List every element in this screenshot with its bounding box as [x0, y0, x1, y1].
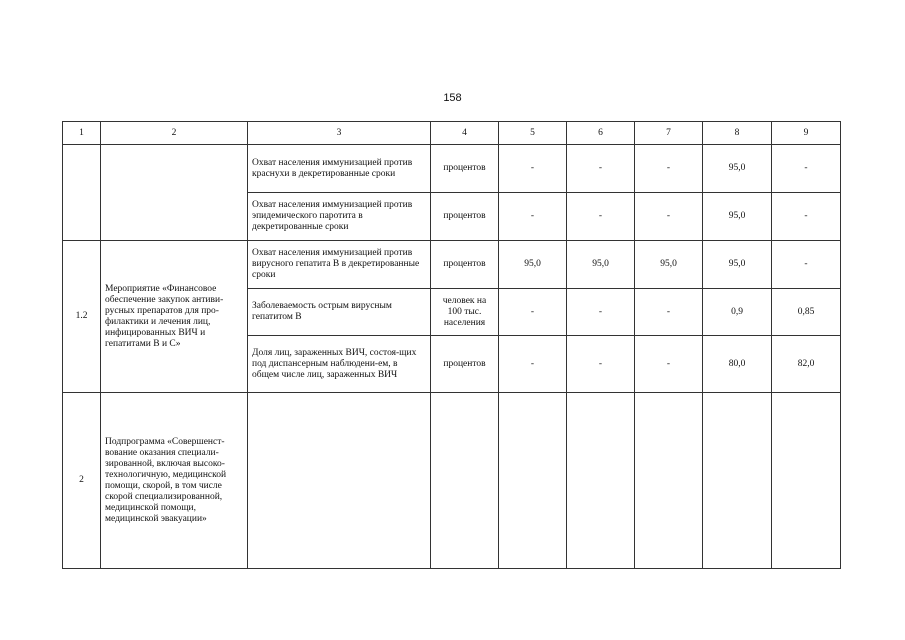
page-number: 158 [443, 92, 462, 104]
unit-cell [431, 393, 499, 569]
value-cell-6: - [567, 289, 635, 336]
header-cell-3: 3 [248, 122, 431, 145]
value-cell-8: 95,0 [703, 241, 772, 289]
row-number-cell [63, 145, 101, 241]
header-cell-7: 7 [635, 122, 703, 145]
value-cell-5: - [499, 193, 567, 241]
value-cell-6: 95,0 [567, 241, 635, 289]
table-row [63, 145, 841, 193]
value-cell-9: 0,85 [772, 289, 841, 336]
unit-cell: человек на 100 тыс. населения [431, 289, 499, 336]
value-cell-8: 0,9 [703, 289, 772, 336]
indicator-cell: Охват населения иммунизацией против вирусного гепатита В в декретированные сроки [248, 241, 431, 289]
value-cell-6: - [567, 193, 635, 241]
value-cell-5: 95,0 [499, 241, 567, 289]
value-cell-6: - [567, 336, 635, 393]
value-cell-7 [635, 393, 703, 569]
unit-cell: процентов [431, 193, 499, 241]
unit-cell: процентов [431, 241, 499, 289]
header-cell-8: 8 [703, 122, 772, 145]
event-cell: Подпрограмма «Совершенст-вование оказания специали-зированной, включая высоко-технологичную, медицинской помощи, скорой, в том числе скорой специализированной, медицинской помощи, медицинской эвакуации» [101, 393, 248, 569]
table-row [63, 241, 841, 289]
event-cell [101, 145, 248, 241]
value-cell-5: - [499, 289, 567, 336]
event-cell: Мероприятие «Финансовое обеспечение закупок антиви-русных препаратов для про-филактики и лечения лиц, инфицированных ВИЧ и гепатитами В и С» [101, 241, 248, 393]
value-cell-7: - [635, 336, 703, 393]
indicator-cell: Охват населения иммунизацией против краснухи в декретированные сроки [248, 145, 431, 193]
value-cell-8: 95,0 [703, 193, 772, 241]
unit-cell: процентов [431, 336, 499, 393]
value-cell-9: - [772, 193, 841, 241]
header-cell-5: 5 [499, 122, 567, 145]
indicators-table [62, 121, 841, 569]
header-row [63, 122, 841, 145]
indicator-cell: Охват населения иммунизацией против эпидемического паротита в декретированные сроки [248, 193, 431, 241]
row-number-cell: 2 [63, 393, 101, 569]
value-cell-6 [567, 393, 635, 569]
value-cell-8 [703, 393, 772, 569]
value-cell-7: - [635, 145, 703, 193]
header-cell-9: 9 [772, 122, 841, 145]
indicator-cell: Заболеваемость острым вирусным гепатитом В [248, 289, 431, 336]
value-cell-7: - [635, 289, 703, 336]
value-cell-5 [499, 393, 567, 569]
header-cell-1: 1 [63, 122, 101, 145]
header-cell-6: 6 [567, 122, 635, 145]
indicator-cell: Доля лиц, зараженных ВИЧ, состоя-щих под диспансерным наблюдени-ем, в общем числе лиц, зараженных ВИЧ [248, 336, 431, 393]
header-cell-2: 2 [101, 122, 248, 145]
value-cell-5: - [499, 336, 567, 393]
header-cell-4: 4 [431, 122, 499, 145]
value-cell-8: 95,0 [703, 145, 772, 193]
indicator-cell [248, 393, 431, 569]
value-cell-8: 80,0 [703, 336, 772, 393]
value-cell-5: - [499, 145, 567, 193]
table-row [63, 393, 841, 569]
value-cell-9: 82,0 [772, 336, 841, 393]
value-cell-7: 95,0 [635, 241, 703, 289]
value-cell-9 [772, 393, 841, 569]
value-cell-9: - [772, 145, 841, 193]
row-number-cell: 1.2 [63, 241, 101, 393]
unit-cell: процентов [431, 145, 499, 193]
value-cell-9: - [772, 241, 841, 289]
value-cell-7: - [635, 193, 703, 241]
value-cell-6: - [567, 145, 635, 193]
